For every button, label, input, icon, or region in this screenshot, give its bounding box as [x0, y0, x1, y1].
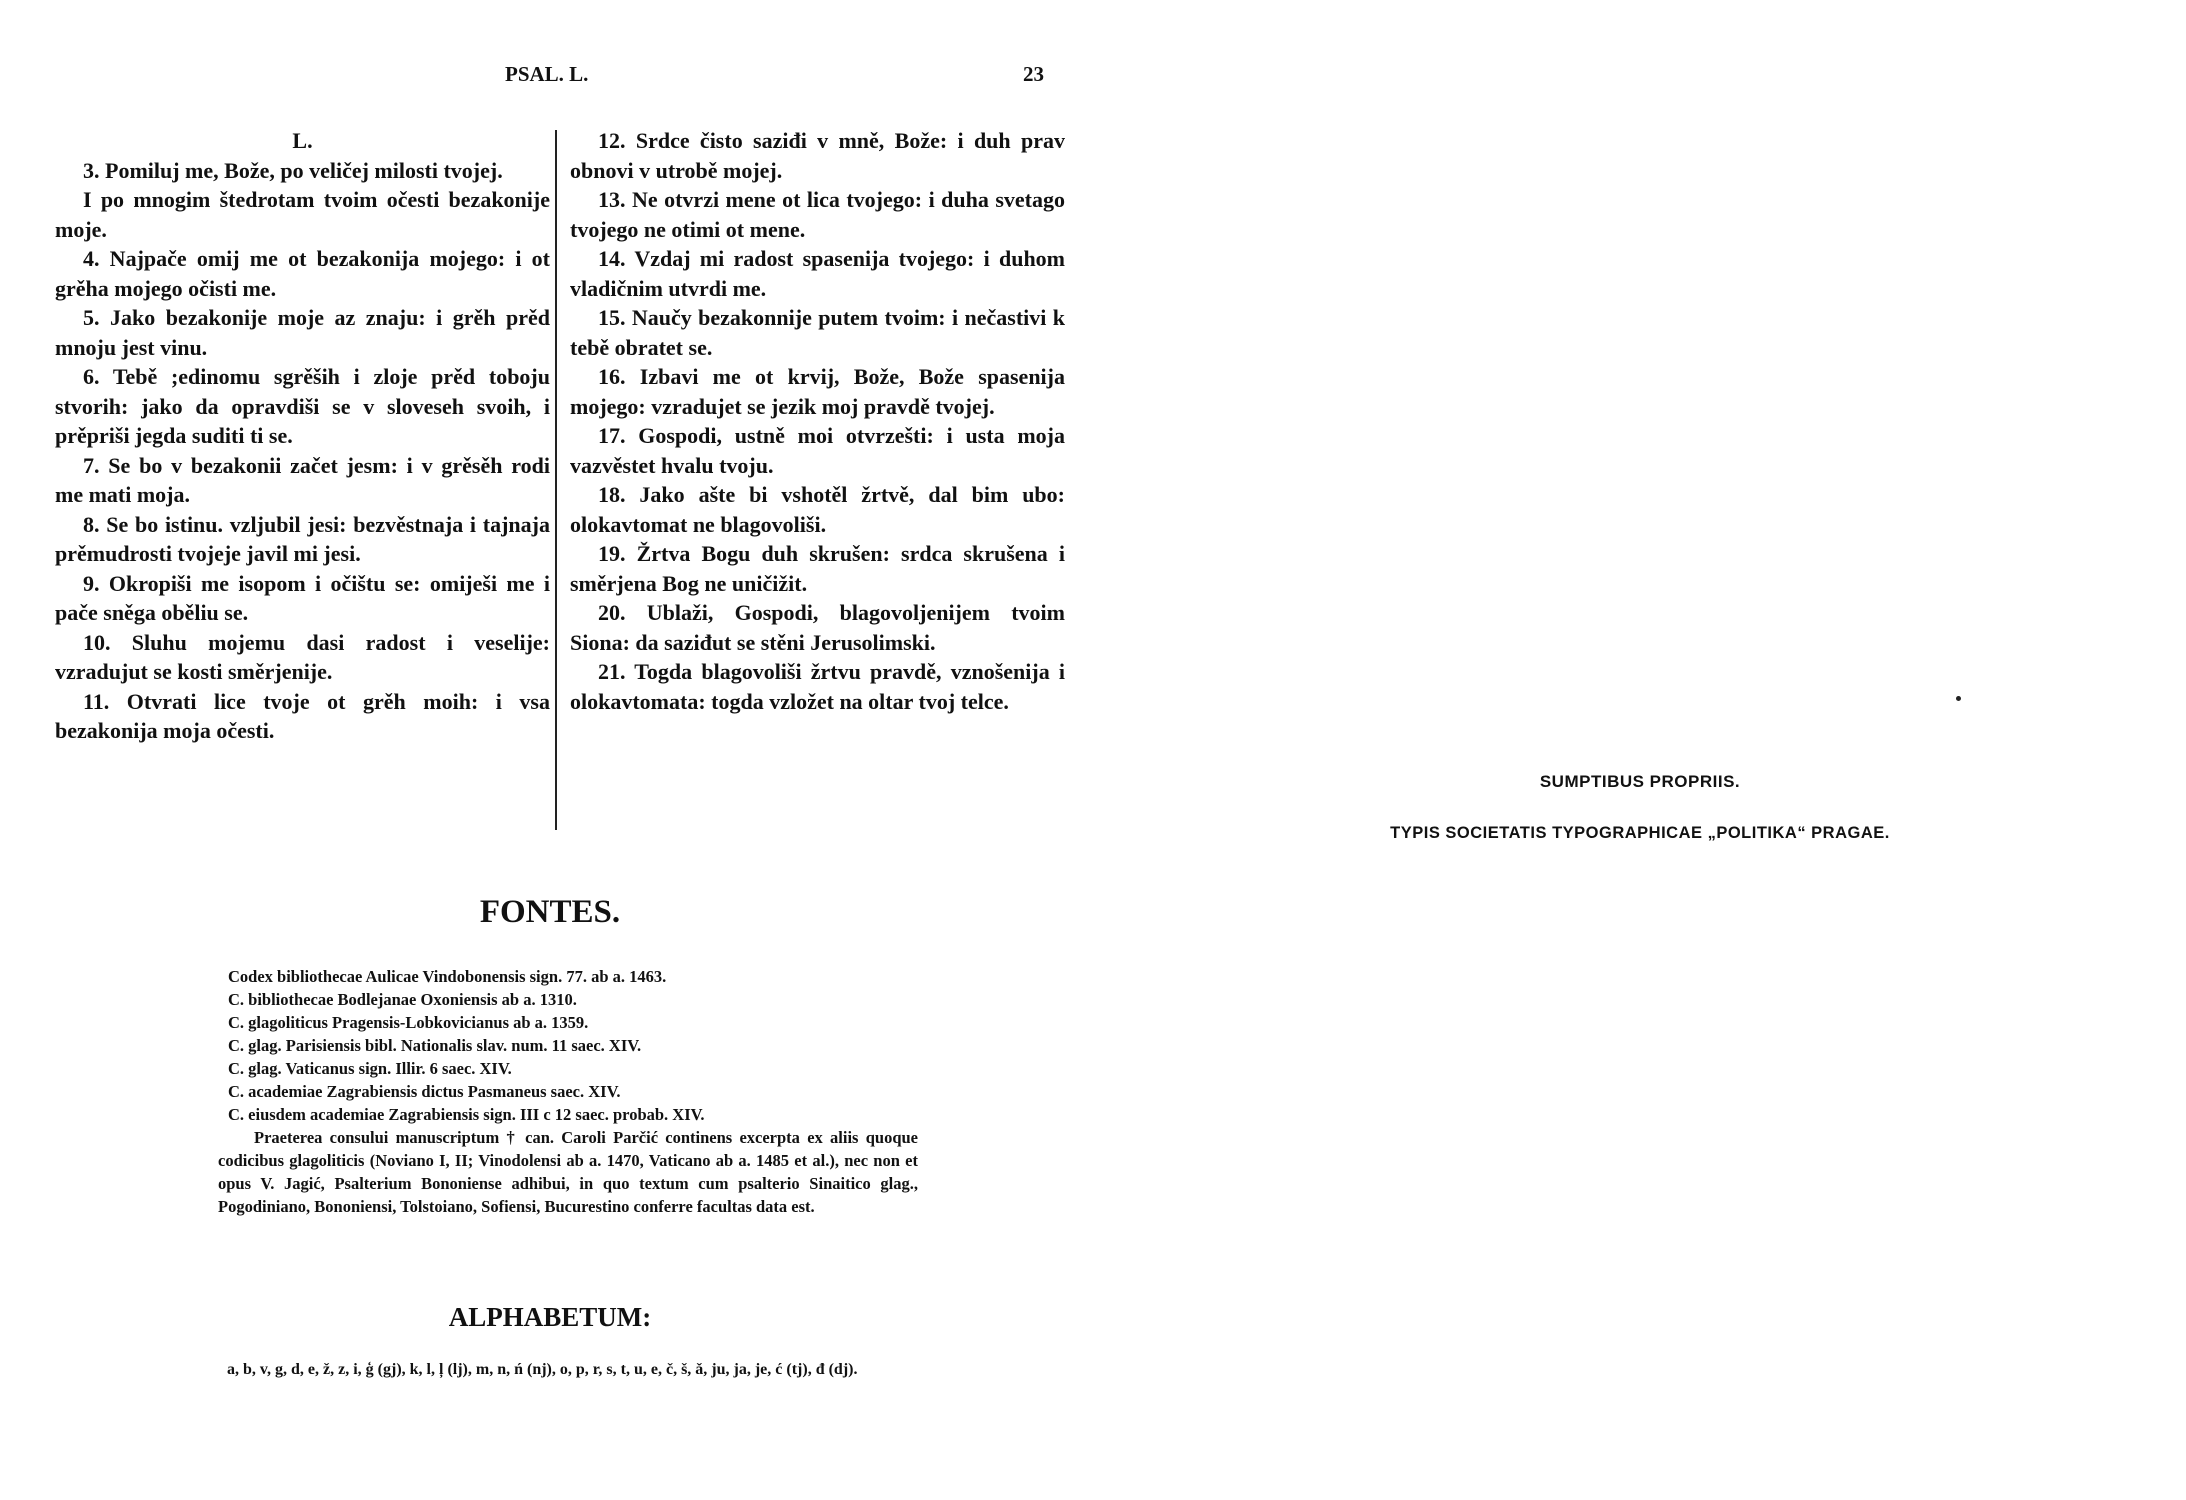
source-item: C. glag. Parisiensis bibl. Nationalis slav. num. 11 saec. XIV.	[228, 1036, 642, 1055]
verse: 10. Sluhu mojemu dasi radost i veselije: vzradujut se kosti směrjenije.	[55, 629, 550, 684]
verse: 14. Vzdaj mi radost spasenija tvojego: i duhom vladičnim utvrdi me.	[570, 246, 1065, 301]
source-item: C. glagoliticus Pragensis-Lobkovicianus ab a. 1359.	[228, 1013, 589, 1032]
source-item: C. glag. Vaticanus sign. Illir. 6 saec. XIV.	[228, 1059, 512, 1078]
source-item: C. bibliothecae Bodlejanae Oxoniensis ab a. 1310.	[228, 990, 577, 1009]
verse: 6. Tebě ;edinomu sgrěših i zloje prěd toboju stvorih: jako da opravdiši se v sloveseh svoih, i prěpriši jegda suditi ti se.	[55, 364, 550, 448]
verse: 7. Se bo v bezakonii začet jesm: i v grěsěh rodi me mati moja.	[55, 452, 550, 507]
fontes-note: Praeterea consului manuscriptum † can. Caroli Parčić continens excerpta ex aliis quoque codicibus glagoliticis (Noviano I, II; Vinodolensi ab a. 1470, Vaticano ab a. 1485 et al.), nec non et opus V. Jagić, Psalterium Bononiense adhibui, in quo textum cum psalterio Sinaitico glag., Pogodiniano, Bononiensi, Tolstoiano, Sofiensi, Bucurestino conferre facultas data est.	[218, 1128, 918, 1216]
fontes-title: FONTES.	[479, 894, 621, 930]
verse: 5. Jako bezakonije moje az znaju: i grěh prěd mnoju jest vinu.	[55, 305, 550, 360]
verse: 21. Togda blagovoliši žrtvu pravdě, vznošenija i olokavtomata: togda vzložet na oltar tvoj telce.	[570, 659, 1065, 714]
verse: 17. Gospodi, ustně moi otvrzešti: i usta moja vazvěstet hvalu tvoju.	[570, 423, 1065, 478]
verse: 4. Najpače omij me ot bezakonija mojego: i ot grěha mojego očisti me.	[55, 246, 550, 301]
verse: 18. Jako ašte bi vshotěl žrtvě, dal bim ubo: olokavtomat ne blagovoliši.	[570, 482, 1065, 537]
verse: 16. Izbavi me ot krvij, Bože, Bože spasenija mojego: vzradujet se jezik moj pravdě tvojej.	[570, 364, 1065, 419]
verse: 19. Žrtva Bogu duh skrušen: srdca skrušena i směrjena Bog ne uničižit.	[570, 541, 1065, 596]
verse: 9. Okropiši me isopom i očištu se: omiješi me i pače sněga oběliu se.	[55, 570, 550, 625]
column-divider	[555, 130, 557, 830]
verse: I po mnogim štedrotam tvoim očesti bezakonije moje.	[55, 187, 550, 242]
verse: 15. Naučy bezakonnije putem tvoim: i nečastivi k tebě obratet se.	[570, 305, 1065, 360]
verse: 13. Ne otvrzi mene ot lica tvojego: i duha svetago tvojego ne otimi ot mene.	[570, 187, 1065, 242]
verse: 8. Se bo istinu. vzljubil jesi: bezvěstnaja i tajnaja prěmudrosti tvojeje javil mi jesi.	[55, 511, 550, 566]
running-head-title: PSAL. L.	[505, 62, 589, 86]
right-text-column	[570, 126, 1065, 716]
fontes-list	[218, 965, 918, 1218]
alphabetum-title: ALPHABETUM:	[448, 1302, 652, 1332]
psalm-heading: L.	[292, 128, 313, 153]
verse: 20. Ublaži, Gospodi, blagovoljenijem tvoim Siona: da saziđut se stěni Jerusolimski.	[570, 600, 1065, 655]
left-text-column	[55, 126, 550, 746]
source-item: Codex bibliothecae Aulicae Vindobonensis sign. 77. ab a. 1463.	[228, 967, 667, 986]
colophon-typis: TYPIS SOCIETATIS TYPOGRAPHICAE „POLITIKA“ PRAGAE.	[1390, 824, 1890, 842]
source-item: C. eiusdem academiae Zagrabiensis sign. III c 12 saec. probab. XIV.	[228, 1105, 705, 1124]
verse: 12. Srdce čisto saziđi v mně, Bože: i duh prav obnovi v utrobě mojej.	[570, 128, 1065, 183]
colophon-sumptibus: SUMPTIBUS PROPRIIS.	[1539, 772, 1741, 791]
stray-dot	[1956, 696, 1961, 701]
verse: 3. Pomiluj me, Bože, po veličej milosti tvojej.	[83, 157, 503, 183]
verse: 11. Otvrati lice tvoje ot grěh moih: i vsa bezakonija moja očesti.	[55, 688, 550, 743]
alphabetum-text: a, b, v, g, d, e, ž, z, i, ģ (gj), k, l, ļ (lj), m, n, ń (nj), o, p, r, s, t, u, e, č, š, ǎ, ju, ja, je, ć (tj), đ (dj).	[227, 1361, 858, 1378]
source-item: C. academiae Zagrabiensis dictus Pasmaneus saec. XIV.	[228, 1082, 621, 1101]
page-number: 23	[1023, 62, 1044, 86]
